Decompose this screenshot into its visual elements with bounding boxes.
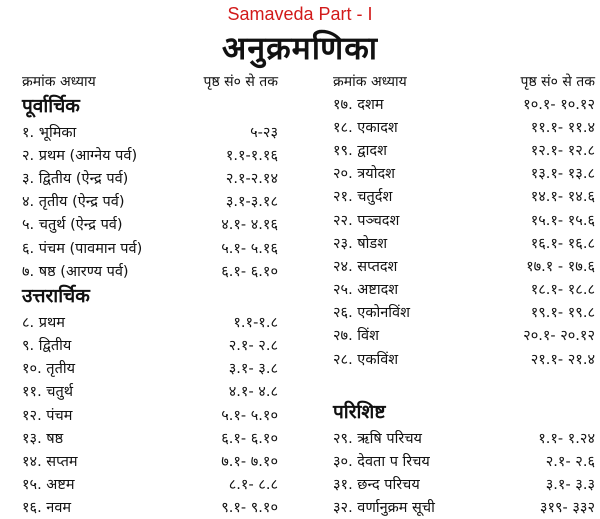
page-range: १६.१- १६.८ bbox=[530, 235, 595, 252]
page-range: ६.१- ६.१० bbox=[221, 430, 278, 447]
chapter-label: ४. तृतीय (ऐन्द्र पर्व) bbox=[22, 194, 125, 211]
index-row bbox=[22, 213, 278, 236]
section-title: उत्तरार्चिक bbox=[22, 285, 90, 308]
chapter-label: २६. एकोनविंश bbox=[333, 305, 410, 322]
column-header bbox=[22, 70, 278, 92]
page-range: ७.१- ७.१० bbox=[221, 454, 278, 471]
index-row bbox=[333, 278, 595, 301]
page-range: २.१- २.८ bbox=[228, 338, 278, 355]
part-title: Samaveda Part - I bbox=[227, 4, 373, 24]
chapter-label: १९. द्वादश bbox=[333, 142, 387, 159]
page-range: ६.१- ६.१० bbox=[221, 263, 278, 280]
index-row bbox=[333, 231, 595, 254]
index-row bbox=[22, 310, 278, 333]
index-row bbox=[22, 334, 278, 357]
page-range: १०.१- १०.१२ bbox=[523, 96, 595, 113]
index-row bbox=[22, 143, 278, 166]
section-title: परिशिष्ट bbox=[333, 401, 386, 424]
index-row bbox=[22, 403, 278, 426]
appendix-rows bbox=[333, 426, 595, 519]
page-range: ३.१-३.१८ bbox=[225, 194, 278, 211]
index-row bbox=[22, 190, 278, 213]
index-row bbox=[22, 473, 278, 496]
chapter-label: १. भूमिका bbox=[22, 124, 77, 141]
chapter-label: २४. सप्तदश bbox=[333, 258, 398, 275]
chapter-label: ३१. छन्द परिचय bbox=[333, 477, 420, 494]
page-range: ५.१- ५.१६ bbox=[221, 240, 278, 257]
chapter-label: २१. चतुर्दश bbox=[333, 189, 393, 206]
index-row bbox=[22, 449, 278, 472]
section-title: पूर्वार्चिक bbox=[22, 95, 80, 117]
chapter-label: ६. पंचम (पावमान पर्व) bbox=[22, 240, 143, 257]
index-row bbox=[22, 166, 278, 189]
chapter-label: ३. द्वितीय (ऐन्द्र पर्व) bbox=[22, 170, 129, 187]
chapter-label: २२. पञ्चदश bbox=[333, 212, 400, 229]
chapter-label: २९. ऋषि परिचय bbox=[333, 430, 422, 447]
left-column bbox=[22, 70, 278, 519]
chapter-label: २३. षोडश bbox=[333, 235, 388, 252]
page-range: १८.१- १८.८ bbox=[530, 282, 595, 299]
chapter-label: ९. द्वितीय bbox=[22, 338, 72, 355]
chapter-label: २. प्रथम (आग्नेय पर्व) bbox=[22, 147, 138, 164]
index-row bbox=[333, 115, 595, 138]
index-row bbox=[333, 449, 595, 472]
page-range: ५.१- ५.१० bbox=[221, 407, 278, 424]
page-range: १३.१- १३.८ bbox=[530, 166, 595, 183]
index-row bbox=[333, 162, 595, 185]
page-range: ८.१- ८.८ bbox=[228, 477, 278, 494]
index-heading: अनुक्रमणिका bbox=[221, 29, 379, 67]
page-range: १५.१- १५.६ bbox=[530, 212, 595, 229]
index-row bbox=[22, 380, 278, 403]
index-row bbox=[333, 92, 595, 115]
chapter-label: १५. अष्टम bbox=[22, 477, 75, 494]
chapter-label: १७. दशम bbox=[333, 96, 384, 113]
page-range: १.१-१.१६ bbox=[225, 147, 278, 164]
index-row bbox=[333, 347, 595, 370]
page-range: २१.१- २१.४ bbox=[530, 351, 595, 368]
index-row bbox=[22, 259, 278, 282]
page-range: १.१- १.२४ bbox=[538, 430, 595, 447]
chapter-label: ७. षष्ठ (आरण्य पर्व) bbox=[22, 263, 129, 280]
column-header bbox=[333, 70, 595, 92]
spacer bbox=[333, 370, 595, 398]
page-range: १.१-१.८ bbox=[233, 314, 278, 331]
index-row bbox=[22, 120, 278, 143]
page-range: २.१-२.१४ bbox=[225, 170, 278, 187]
index-row bbox=[333, 301, 595, 324]
page-range: ९.१- ९.१० bbox=[221, 500, 278, 517]
page-range: १२.१- १२.८ bbox=[530, 142, 595, 159]
index-row bbox=[333, 208, 595, 231]
index-row bbox=[333, 496, 595, 519]
page-range: ३१९- ३३२ bbox=[539, 500, 595, 517]
page-range: २.१- २.६ bbox=[545, 454, 595, 471]
chapter-label: ३२. वर्णानुक्रम सूची bbox=[333, 500, 435, 517]
page-range: ४.१- ४.१६ bbox=[221, 217, 278, 234]
page-range: ११.१- ११.४ bbox=[530, 119, 595, 136]
index-row bbox=[22, 236, 278, 259]
chapter-label: १६. नवम bbox=[22, 500, 72, 517]
chapter-label: १४. सप्तम bbox=[22, 454, 78, 471]
index-row bbox=[333, 138, 595, 161]
chapter-label: १३. षष्ठ bbox=[22, 430, 64, 447]
header-chapter: क्रमांक अध्याय bbox=[22, 73, 96, 90]
left-sections bbox=[22, 92, 278, 519]
chapter-label: १०. तृतीय bbox=[22, 361, 75, 378]
page-range: १९.१- १९.८ bbox=[530, 305, 595, 322]
chapter-label: ८. प्रथम bbox=[22, 314, 65, 331]
page-range: १४.१- १४.६ bbox=[530, 189, 595, 206]
chapter-label: २०. त्रयोदश bbox=[333, 166, 396, 183]
chapter-label: ५. चतुर्थ (ऐन्द्र पर्व) bbox=[22, 217, 123, 234]
page-range: ३.१- ३.३ bbox=[545, 477, 595, 494]
chapter-label: २५. अष्टादश bbox=[333, 282, 399, 299]
page-range: २०.१- २०.१२ bbox=[523, 328, 595, 345]
page-range: ४.१- ४.८ bbox=[228, 384, 278, 401]
chapter-label: २८. एकविंश bbox=[333, 351, 399, 368]
index-row bbox=[22, 357, 278, 380]
index-row bbox=[333, 473, 595, 496]
chapter-label: ३०. देवता प रिचय bbox=[333, 454, 430, 471]
chapter-label: ११. चतुर्थ bbox=[22, 384, 74, 401]
right-rows bbox=[333, 92, 595, 370]
header-pages: पृष्ठ सं० से तक bbox=[203, 73, 278, 90]
chapter-label: १८. एकादश bbox=[333, 119, 398, 136]
page-range: १७.१ - १७.६ bbox=[526, 258, 595, 275]
index-row bbox=[333, 324, 595, 347]
right-column bbox=[333, 70, 595, 519]
page-range: ३.१- ३.८ bbox=[228, 361, 278, 378]
index-row bbox=[22, 426, 278, 449]
header-chapter: क्रमांक अध्याय bbox=[333, 73, 407, 90]
header-pages: पृष्ठ सं० से तक bbox=[520, 73, 595, 90]
chapter-label: १२. पंचम bbox=[22, 407, 73, 424]
index-row bbox=[22, 496, 278, 519]
index-row bbox=[333, 426, 595, 449]
index-row bbox=[333, 254, 595, 277]
page-range: ५-२३ bbox=[250, 124, 278, 141]
index-row bbox=[333, 185, 595, 208]
chapter-label: २७. विंश bbox=[333, 328, 379, 345]
